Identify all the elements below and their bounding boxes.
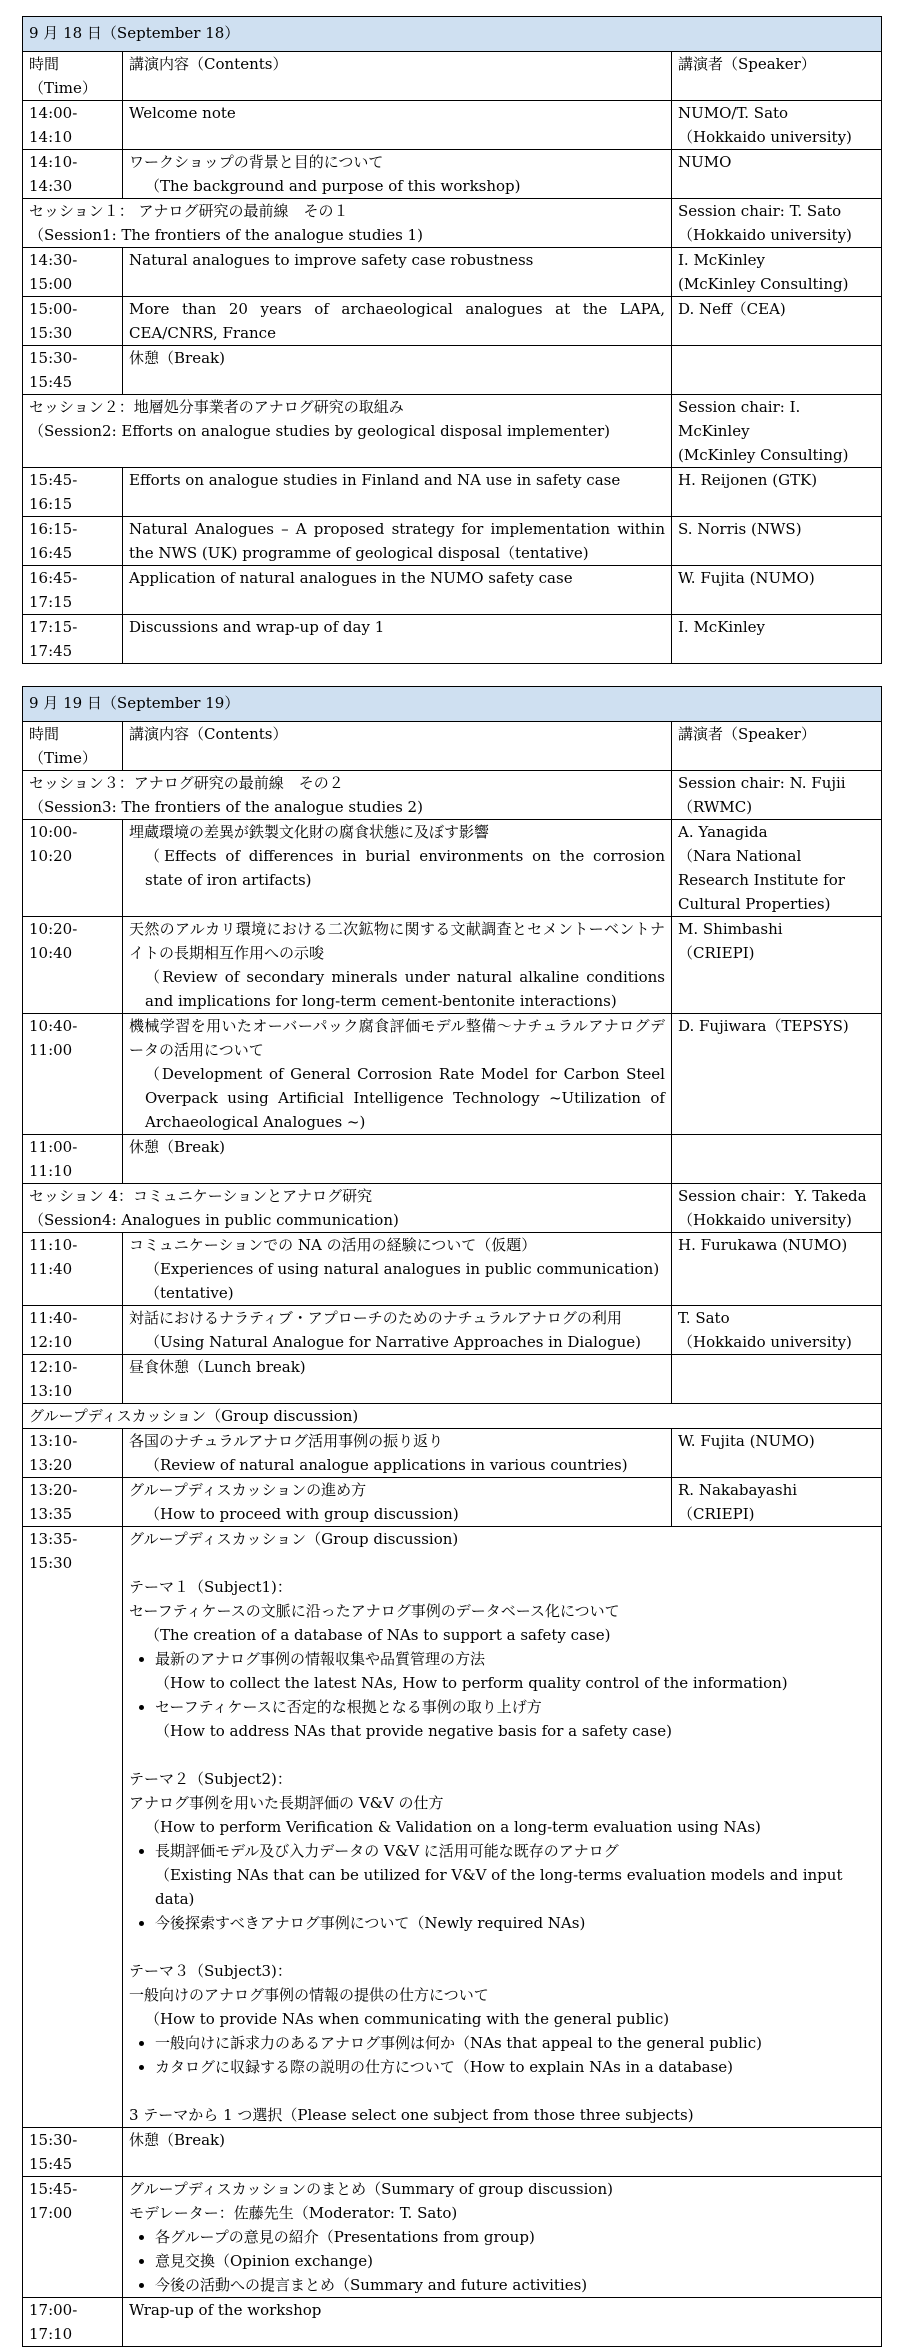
content-cell — [123, 615, 672, 664]
bullet-jp: • 長期評価モデル及び入力データの V&V に活用可能な既存のアナログ — [155, 1842, 619, 1860]
content-cell — [123, 1478, 672, 1527]
talk-title: Discussions and wrap-up of day 1 — [129, 618, 385, 636]
header-label: 時間（Time） — [29, 55, 97, 97]
talk-title-sub: （Experiences of using natural analogues in public communication) — [145, 1260, 660, 1278]
time-cell — [23, 517, 123, 566]
subject-bullet — [155, 2055, 875, 2079]
session-title-jp: グループディスカッション（Group discussion) — [29, 1407, 359, 1425]
content-cell — [123, 346, 672, 395]
speaker-text: （Hokkaido university) — [677, 128, 852, 146]
content-cell — [123, 917, 672, 1014]
speaker-text: I. McKinley — [677, 251, 766, 269]
column-header-time — [23, 722, 123, 771]
program-row — [23, 346, 882, 395]
speaker-text: Session chair: N. Fujii — [677, 774, 846, 792]
program-row — [23, 101, 882, 150]
talk-title-sub: （Effects of differences in burial environments on the corrosion state of iron artifacts) — [145, 847, 665, 889]
talk-title: ワークショップの背景と目的について — [129, 153, 384, 171]
day-title-row — [23, 687, 882, 722]
spacer — [129, 1551, 875, 1575]
time-text: 14:30-15:00 — [29, 251, 78, 293]
speaker-text: W. Fujita (NUMO) — [677, 1432, 815, 1450]
session-title-jp: セッション 4：コミュニケーションとアナログ研究 — [29, 1187, 373, 1205]
speaker-cell — [671, 346, 881, 395]
time-cell — [23, 1135, 123, 1184]
content-cell — [123, 297, 672, 346]
time-cell — [23, 566, 123, 615]
speaker-text: Session chair：Y. Takeda — [677, 1187, 867, 1205]
program-row — [23, 1478, 882, 1527]
talk-title: 休憩（Break) — [129, 2131, 225, 2149]
day-title — [23, 17, 882, 52]
column-header-row — [23, 722, 882, 771]
speaker-text: H. Reijonen (GTK) — [677, 471, 818, 489]
content-cell — [123, 248, 672, 297]
content-cell — [123, 820, 672, 917]
bullet-jp: • カタログに収録する際の説明の仕方について（How to explain NAs in a database) — [155, 2058, 734, 2076]
time-text: 12:10-13:10 — [29, 1358, 78, 1400]
speaker-text: S. Norris (NWS) — [677, 520, 802, 538]
spacer — [129, 1935, 875, 1959]
program-row — [23, 1306, 882, 1355]
subject-bullet — [155, 2031, 875, 2055]
talk-title-sub: （Review of secondary minerals under natural alkaline conditions and implications for long-term cement-bentonite interactions) — [145, 968, 665, 1010]
day-title-text: 9 月 18 日（September 18） — [29, 24, 240, 42]
column-header-contents — [123, 722, 672, 771]
speaker-cell — [671, 615, 881, 664]
header-label: 時間（Time） — [29, 725, 97, 767]
talk-title: Application of natural analogues in the NUMO safety case — [129, 569, 573, 587]
talk-title: 休憩（Break) — [129, 349, 225, 367]
speaker-cell — [671, 1135, 881, 1184]
talk-title: 各国のナチュラルアナログ活用事例の振り返り — [129, 1432, 444, 1450]
day-title — [23, 687, 882, 722]
time-text: 14:10-14:30 — [29, 153, 78, 195]
subject-bullets — [129, 2031, 875, 2079]
talk-title-sub: （Using Natural Analogue for Narrative Approaches in Dialogue) — [145, 1333, 641, 1351]
subject-title: アナログ事例を用いた長期評価の V&V の仕方 — [129, 1794, 444, 1812]
subject-label: テーマ３（Subject3)： — [129, 1962, 292, 1980]
summary-title: グループディスカッションのまとめ（Summary of group discussion) — [129, 2180, 613, 2198]
content-cell — [123, 1233, 672, 1306]
program-row — [23, 1014, 882, 1135]
time-cell — [23, 297, 123, 346]
session-title-en: （Session4: Analogues in public communication) — [29, 1211, 399, 1229]
speaker-text: （Nara National Research Institute for Cultural Properties) — [677, 847, 845, 913]
talk-title: More than 20 years of archaeological analogues at the LAPA, CEA/CNRS, France — [129, 300, 665, 342]
time-text: 17:00-17:10 — [29, 2301, 78, 2343]
speaker-text: NUMO/T. Sato — [677, 104, 789, 122]
schedule-table-day1 — [22, 16, 882, 664]
program-row — [23, 248, 882, 297]
group-discussion-content — [123, 1527, 882, 2128]
summary-bullets — [129, 2225, 875, 2297]
session-title — [23, 771, 672, 820]
subject-bullet — [155, 1839, 875, 1911]
subject-title: 一般向けのアナログ事例の情報の提供の仕方について — [129, 1986, 489, 2004]
time-cell — [23, 248, 123, 297]
speaker-text: R. Nakabayashi — [677, 1481, 798, 1499]
program-row — [23, 566, 882, 615]
session-title — [23, 199, 672, 248]
speaker-cell — [671, 468, 881, 517]
bullet-jp: • 一般向けに訴求力のあるアナログ事例は何か（NAs that appeal to the general public) — [155, 2034, 762, 2052]
subject-bullet — [155, 1911, 875, 1935]
speaker-text: D. Fujiwara（TEPSYS) — [677, 1017, 849, 1035]
talk-title: 昼食休憩（Lunch break) — [129, 1358, 306, 1376]
content-cell — [123, 2128, 882, 2177]
content-cell — [123, 101, 672, 150]
speaker-cell — [671, 1478, 881, 1527]
time-text: 11:00-11:10 — [29, 1138, 78, 1180]
time-text: 16:15-16:45 — [29, 520, 78, 562]
program-row — [23, 615, 882, 664]
bullet-jp: • 今後探索すべきアナログ事例について（Newly required NAs) — [155, 1914, 586, 1932]
time-cell — [23, 1233, 123, 1306]
speaker-text: (McKinley Consulting) — [677, 446, 849, 464]
header-label: 講演者（Speaker） — [677, 55, 816, 73]
speaker-cell — [671, 297, 881, 346]
speaker-text: T. Sato — [677, 1309, 730, 1327]
speaker-text: H. Furukawa (NUMO) — [677, 1236, 848, 1254]
talk-title-sub: （Development of General Corrosion Rate Model for Carbon Steel Overpack using Artificial Intelligence Technology ~Utilization of Archaeological Analogues ~) — [145, 1065, 665, 1131]
summary-bullet — [155, 2273, 875, 2297]
session-title-jp: セッション１： アナログ研究の最前線 その１ — [29, 202, 349, 220]
program-row — [23, 150, 882, 199]
speaker-text: Session chair: T. Sato — [677, 202, 842, 220]
time-text: 11:10-11:40 — [29, 1236, 78, 1278]
speaker-cell — [671, 101, 881, 150]
content-cell — [123, 1429, 672, 1478]
time-text: 13:20-13:35 — [29, 1481, 78, 1523]
subject-title-en: （How to provide NAs when communicating with the general public) — [145, 2010, 670, 2028]
content-cell — [123, 468, 672, 517]
subject-note: 3 テーマから 1 つ選択（Please select one subject from those three subjects) — [129, 2106, 694, 2124]
time-text: 15:00-15:30 — [29, 300, 78, 342]
content-cell — [123, 1355, 672, 1404]
group-discussion-title: グループディスカッション（Group discussion) — [129, 1530, 459, 1548]
speaker-text: （Hokkaido university) — [677, 226, 852, 244]
program-row — [23, 297, 882, 346]
talk-title: 埋蔵環境の差異が鉄製文化財の腐食状態に及ぼす影響 — [129, 823, 490, 841]
time-cell — [23, 917, 123, 1014]
speaker-cell — [671, 1233, 881, 1306]
program-row — [23, 820, 882, 917]
time-cell — [23, 150, 123, 199]
talk-title: Natural Analogues – A proposed strategy for implementation within the NWS (UK) programme of geological disposal（tentative) — [129, 520, 665, 562]
column-header-time — [23, 52, 123, 101]
speaker-text: I. McKinley — [677, 618, 766, 636]
talk-title: コミュニケーションでの NA の活用の経験について（仮題） — [129, 1236, 537, 1254]
time-text: 10:00-10:20 — [29, 823, 78, 865]
bullet-en: （How to address NAs that provide negative basis for a safety case) — [155, 1722, 672, 1740]
time-text: 10:20-10:40 — [29, 920, 78, 962]
session-row — [23, 1184, 882, 1233]
subject-bullet — [155, 1647, 875, 1695]
talk-title: Wrap-up of the workshop — [129, 2301, 322, 2319]
session-title — [23, 1184, 672, 1233]
speaker-text: D. Neff（CEA) — [677, 300, 786, 318]
time-text: 15:45-16:15 — [29, 471, 78, 513]
subject-label: テーマ１（Subject1)： — [129, 1578, 292, 1596]
speaker-cell — [671, 1355, 881, 1404]
program-row — [23, 1355, 882, 1404]
time-cell — [23, 1355, 123, 1404]
bullet-text: 意見交換（Opinion exchange) — [155, 2252, 373, 2270]
time-cell — [23, 1014, 123, 1135]
speaker-cell — [671, 1306, 881, 1355]
speaker-cell — [671, 771, 881, 820]
program-row — [23, 1429, 882, 1478]
time-cell — [23, 2177, 123, 2298]
program-row — [23, 2128, 882, 2177]
time-cell — [23, 1429, 123, 1478]
subject-bullets — [129, 1839, 875, 1935]
group-discussion-row — [23, 1527, 882, 2128]
time-cell — [23, 615, 123, 664]
content-cell — [123, 1135, 672, 1184]
bullet-jp: • セーフティケースに否定的な根拠となる事例の取り上げ方 — [155, 1698, 542, 1716]
time-cell — [23, 468, 123, 517]
speaker-text: （Hokkaido university) — [677, 1211, 852, 1229]
time-cell — [23, 1478, 123, 1527]
session-title — [23, 1404, 882, 1429]
program-row — [23, 1233, 882, 1306]
bullet-jp: • 最新のアナログ事例の情報収集や品質管理の方法 — [155, 1650, 486, 1668]
speaker-cell — [671, 1429, 881, 1478]
summary-content — [123, 2177, 882, 2298]
program-row — [23, 1135, 882, 1184]
spacer — [129, 1743, 875, 1767]
content-cell — [123, 2298, 882, 2347]
time-text: 13:35-15:30 — [29, 1530, 78, 1572]
header-label: 講演者（Speaker） — [677, 725, 816, 743]
session-title-jp: セッション２：地層処分事業者のアナログ研究の取組み — [29, 398, 404, 416]
speaker-cell — [671, 1014, 881, 1135]
summary-moderator: モデレーター：佐藤先生（Moderator: T. Sato) — [129, 2204, 458, 2222]
talk-title-sub: （How to proceed with group discussion) — [145, 1505, 459, 1523]
content-cell — [123, 1306, 672, 1355]
time-text: 15:45-17:00 — [29, 2180, 78, 2222]
session-title-en: （Session3: The frontiers of the analogue studies 2) — [29, 798, 423, 816]
speaker-cell — [671, 150, 881, 199]
time-text: 14:00-14:10 — [29, 104, 78, 146]
bullet-text: 各グループの意見の紹介（Presentations from group) — [155, 2228, 535, 2246]
session-title-en: （Session1: The frontiers of the analogue studies 1) — [29, 226, 423, 244]
session-row — [23, 395, 882, 468]
time-cell — [23, 346, 123, 395]
talk-title: 対話におけるナラティブ・アプローチのためのナチュラルアナログの利用 — [129, 1309, 622, 1327]
subject-bullets — [129, 1647, 875, 1743]
speaker-cell — [671, 917, 881, 1014]
bullet-en: （Existing NAs that can be utilized for V&V of the long-terms evaluation models and input data) — [155, 1866, 843, 1908]
time-cell — [23, 2128, 123, 2177]
talk-title: Welcome note — [129, 104, 236, 122]
summary-bullet — [155, 2249, 875, 2273]
time-text: 13:10-13:20 — [29, 1432, 78, 1474]
bullet-en: （How to collect the latest NAs, How to perform quality control of the information) — [155, 1674, 788, 1692]
talk-title: Efforts on analogue studies in Finland and NA use in safety case — [129, 471, 621, 489]
summary-row — [23, 2177, 882, 2298]
schedule-table-day2 — [22, 686, 882, 2347]
talk-title: 休憩（Break) — [129, 1138, 225, 1156]
time-text: 16:45-17:15 — [29, 569, 78, 611]
speaker-text: M. Shimbashi — [677, 920, 783, 938]
speaker-text: A. Yanagida — [677, 823, 768, 841]
bullet-text: 今後の活動への提言まとめ（Summary and future activities) — [155, 2276, 588, 2294]
subject-title: セーフティケースの文脈に沿ったアナログ事例のデータベース化について — [129, 1602, 620, 1620]
column-header-contents — [123, 52, 672, 101]
content-cell — [123, 517, 672, 566]
content-cell — [123, 1014, 672, 1135]
speaker-cell — [671, 566, 881, 615]
speaker-text: （CRIEPI) — [677, 944, 755, 962]
speaker-cell — [671, 395, 881, 468]
program-row — [23, 2298, 882, 2347]
summary-bullet — [155, 2225, 875, 2249]
talk-title: グループディスカッションの進め方 — [129, 1481, 367, 1499]
subject-bullet — [155, 1695, 875, 1743]
time-cell — [23, 101, 123, 150]
subject-title-en: （How to perform Verification & Validation on a long-term evaluation using NAs) — [145, 1818, 761, 1836]
time-cell — [23, 1306, 123, 1355]
talk-title: Natural analogues to improve safety case robustness — [129, 251, 534, 269]
speaker-text: （CRIEPI) — [677, 1505, 755, 1523]
speaker-text: NUMO — [677, 153, 732, 171]
speaker-cell — [671, 1184, 881, 1233]
column-header-speaker — [671, 52, 881, 101]
day-title-row — [23, 17, 882, 52]
program-row — [23, 917, 882, 1014]
session-title-en: （Session2: Efforts on analogue studies by geological disposal implementer) — [29, 422, 610, 440]
column-header-row — [23, 52, 882, 101]
speaker-text: Session chair: I. McKinley — [677, 398, 801, 440]
talk-title-sub: （Review of natural analogue applications in various countries) — [145, 1456, 628, 1474]
time-text: 17:15-17:45 — [29, 618, 78, 660]
session-row — [23, 199, 882, 248]
speaker-cell — [671, 248, 881, 297]
day-title-text: 9 月 19 日（September 19） — [29, 694, 240, 712]
time-cell — [23, 820, 123, 917]
session-title-jp: セッション３：アナログ研究の最前線 その２ — [29, 774, 344, 792]
talk-title-sub: （The background and purpose of this workshop) — [145, 177, 521, 195]
speaker-cell — [671, 517, 881, 566]
talk-title-sub: （tentative) — [145, 1284, 234, 1302]
spacer — [129, 2079, 875, 2103]
time-cell — [23, 2298, 123, 2347]
column-header-speaker — [671, 722, 881, 771]
speaker-text: （Hokkaido university) — [677, 1333, 852, 1351]
talk-title: 天然のアルカリ環境における二次鉱物に関する文献調査とセメントーベントナイトの長期相互作用への示唆 — [129, 920, 665, 962]
program-row — [23, 468, 882, 517]
content-cell — [123, 566, 672, 615]
time-text: 15:30-15:45 — [29, 2131, 78, 2173]
time-text: 10:40-11:00 — [29, 1017, 78, 1059]
time-text: 15:30-15:45 — [29, 349, 78, 391]
session-title — [23, 395, 672, 468]
talk-title: 機械学習を用いたオーバーパック腐食評価モデル整備～ナチュラルアナログデータの活用について — [129, 1017, 665, 1059]
subject-title-en: （The creation of a database of NAs to support a safety case) — [145, 1626, 611, 1644]
time-text: 11:40-12:10 — [29, 1309, 78, 1351]
session-row — [23, 771, 882, 820]
content-cell — [123, 150, 672, 199]
header-label: 講演内容（Contents） — [129, 55, 288, 73]
speaker-cell — [671, 199, 881, 248]
header-label: 講演内容（Contents） — [129, 725, 288, 743]
session-row — [23, 1404, 882, 1429]
speaker-text: （RWMC) — [677, 798, 753, 816]
speaker-text: (McKinley Consulting) — [677, 275, 849, 293]
speaker-text: W. Fujita (NUMO) — [677, 569, 815, 587]
time-cell — [23, 1527, 123, 2128]
speaker-cell — [671, 820, 881, 917]
program-row — [23, 517, 882, 566]
subject-label: テーマ２（Subject2)： — [129, 1770, 292, 1788]
